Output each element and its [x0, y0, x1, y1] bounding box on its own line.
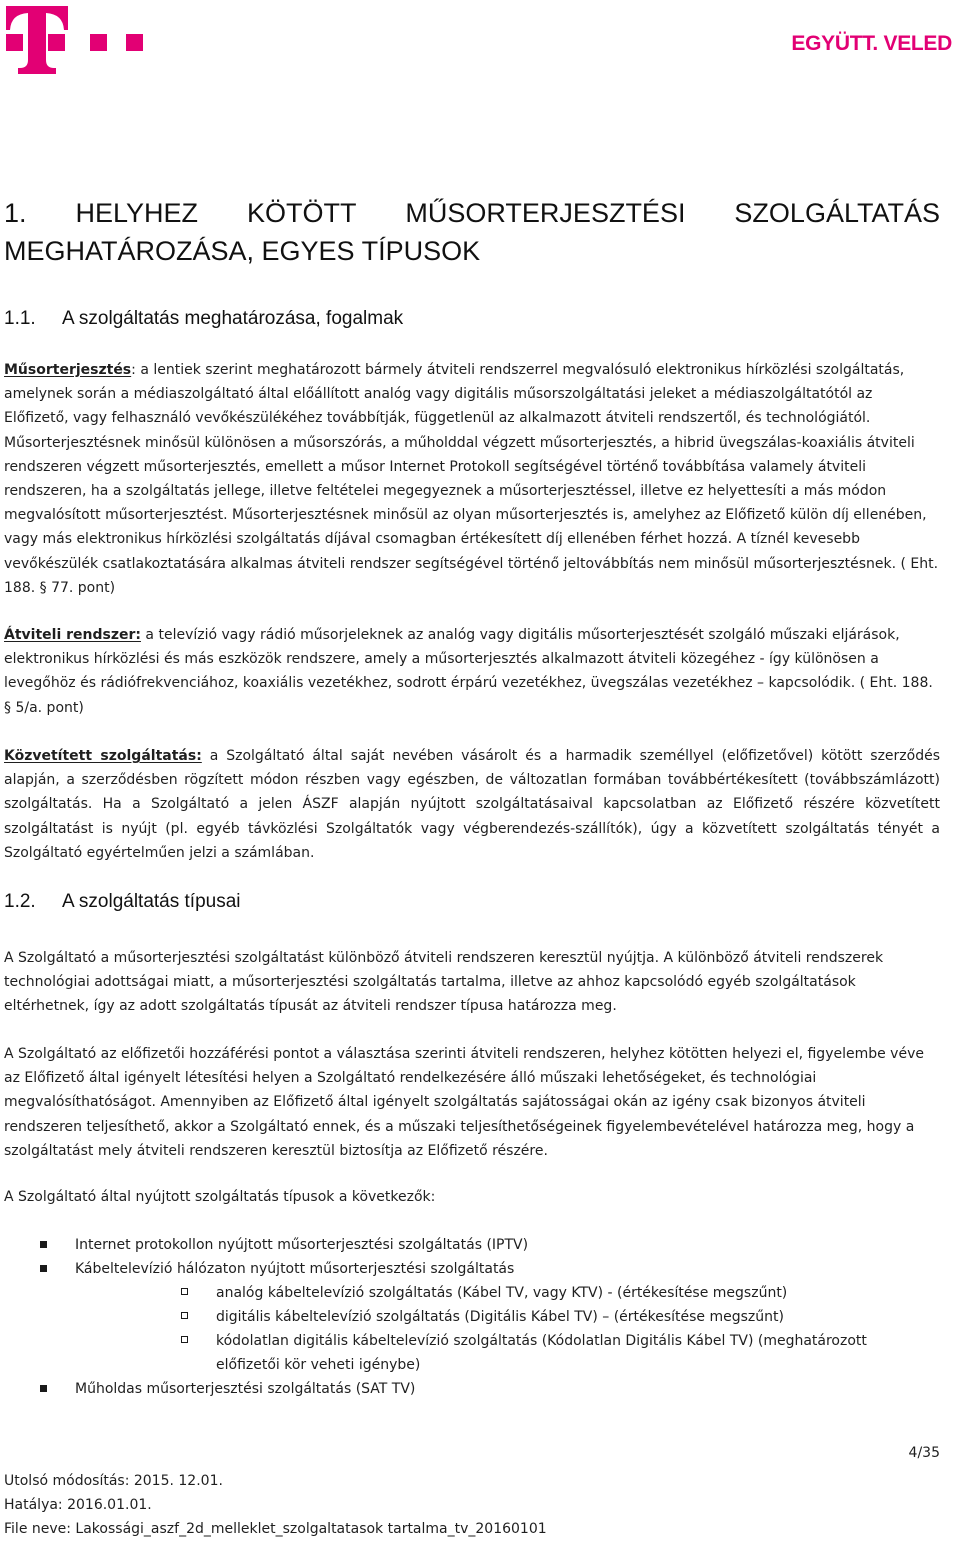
section-number: 1.2. — [4, 891, 36, 912]
paragraph: A Szolgáltató az előfizetői hozzáférési pontot a választása szerinti átviteli rendszeren, helyhez kötötten helyezi el, figyelembe véve az Előfizető által igényelt létesítési helyen a Szolgáltató rendelkezésére álló műszaki lehetőségeket, és technológiai megvalósíthatóságot. Amennyiben az Előfizető által igényelt szolgáltatás sajátosságai okán az igény csak bizonyos átviteli rendszeren teljesíthető, akkor a Szolgáltató ennek, és a műszaki teljesíthetőségeinek figyelembevételével határozza meg, hogy a szolgáltatást mely átviteli rendszeren keresztül biztosítja az Előfizető részére. — [4, 1046, 924, 1159]
definition-text: a televízió vagy rádió műsorjeleknek az analóg vagy digitális műsorterjesztését szolgáló műszaki eljárások, elektronikus hírközlési és más eszközök rendszere, amely a műsorterjesztés alkalmazott átviteli közegéhez - így különösen a levegőhöz és rádiófrekvenciához, koaxiális vezetékhez, sodrott érpárú vezetékhez, üvegszálas vezetékhez – kapcsolódik. ( Eht. 188. § 5/a. pont) — [4, 627, 933, 716]
section-title: A szolgáltatás típusai — [62, 891, 241, 912]
footer-modified: Utolsó módosítás: 2015. 12.01. — [4, 1473, 223, 1489]
list-item: Műholdas műsorterjesztési szolgáltatás (SAT TV) — [0, 1377, 960, 1401]
definition-kozvetitett-szolgaltatas — [4, 744, 940, 865]
page-number: 4/35 — [908, 1445, 940, 1461]
section-title: A szolgáltatás meghatározása, fogalmak — [62, 308, 404, 329]
chapter-title-word: MŰSORTERJESZTÉSI — [405, 198, 686, 228]
section-heading-1-1 — [4, 308, 403, 330]
definition-musorterjesztes — [4, 358, 940, 600]
paragraph: A Szolgáltató a műsorterjesztési szolgáltatást különböző átviteli rendszeren keresztül nyújtja. A különböző átviteli rendszerek technológiai adottságai miatt, a műsorterjesztési szolgáltatás tartalma, illetve az ahhoz kapcsolódó egyéb szolgáltatások eltérhetnek, így az adott szolgáltatás típusát az átviteli rendszer típusa határozza meg. — [4, 950, 884, 1015]
list-item: Kábeltelevízió hálózaton nyújtott műsorterjesztési szolgáltatás — [0, 1257, 960, 1281]
definition-text: : a lentiek szerint meghatározott bármely átviteli rendszerrel megvalósuló elektronikus hírközlési szolgáltatás, amelynek során a médiaszolgáltató által előállított analóg vagy digitális műsorszolgáltatási jeleket a médiaszolgáltatótól az Előfizető, vagy felhasználó vevőkészülékéhez továbbítják, függetlenül az alkalmazott átviteli rendszertől, és technológiától. Műsorterjesztésnek minősül különösen a műsorszórás, a műholddal végzett műsorterjesztés, a hibrid üvegszálas-koaxiális átviteli rendszeren végzett műsorterjesztés, emellett a műsor Internet Protokoll segítségével történő továbbítása valamely átviteli rendszeren, ha a szolgáltatás jellege, illetve feltételei megegyeznek a műsorterjesztéssel, illetve ez helyettesíti a más módon megvalósított műsorterjesztést. Műsorterjesztésnek minősül az olyan műsorterjesztés is, amelyhez az Előfizető külön díj ellenében, vagy más elektronikus hírközlési szolgáltatás díjával csomagban értékesített díj ellenében férhet hozzá. A tíznél kevesebb vevőkészülék csatlakoztatására alkalmas átviteli rendszer segítségével történő jeltovábbítás nem minősül műsorterjesztésnek. ( Eht. 188. § 77. pont) — [4, 362, 939, 596]
chapter-title-line2: MEGHATÁROZÁSA, EGYES TÍPUSOK — [4, 236, 481, 266]
chapter-title-word: HELYHEZ — [75, 198, 199, 228]
section-heading-1-2 — [4, 891, 241, 913]
definition-term: Közvetített szolgáltatás: — [4, 748, 202, 764]
chapter-title — [4, 194, 940, 270]
sub-list-item: kódolatlan digitális kábeltelevízió szolgáltatás (Kódolatlan Digitális Kábel TV) (meghatározott előfizetői kör veheti igénybe) — [0, 1329, 896, 1377]
footer-effective: Hatálya: 2016.01.01. — [4, 1497, 152, 1513]
footer-filename: File neve: Lakossági_aszf_2d_melleklet_szolgaltatasok tartalma_tv_20160101 — [4, 1521, 547, 1537]
chapter-title-word: KÖTÖTT — [246, 198, 357, 228]
list-item: Internet protokollon nyújtott műsorterjesztési szolgáltatás (IPTV) — [0, 1233, 960, 1257]
definition-text: a Szolgáltató által saját nevében vásárolt és a harmadik személlyel (előfizetővel) kötött szerződés alapján, a szerződésben rögzített módon részben vagy egészben, de változatlan formában továbbértékesített (továbbszámlázott) szolgáltatás. Ha a Szolgáltató a jelen ÁSZF alapján nyújtott szolgáltatásaival kapcsolatban az Előfizető részére közvetített szolgáltatást is nyújt (pl. egyéb távközlési Szolgáltatók vagy végberendezés-szállítók), úgy a közvetített szolgáltatás tényét a Szolgáltató egyértelműen jelzi a számlában. — [4, 748, 940, 861]
paragraph: A Szolgáltató által nyújtott szolgáltatás típusok a következők: — [4, 1189, 436, 1205]
chapter-title-number: 1. — [4, 198, 27, 228]
chapter-title-word: SZOLGÁLTATÁS — [734, 198, 940, 228]
section-number: 1.1. — [4, 308, 36, 329]
telekom-logo — [6, 6, 146, 74]
definition-term: Műsorterjesztés — [4, 362, 132, 378]
service-type-list — [0, 1233, 960, 1401]
sub-list-item: digitális kábeltelevízió szolgáltatás (Digitális Kábel TV) – (értékesítése megszűnt) — [0, 1305, 896, 1329]
slogan: EGYÜTT. VELED — [791, 32, 952, 55]
sub-list-item: analóg kábeltelevízió szolgáltatás (Kábel TV, vagy KTV) - (értékesítése megszűnt) — [0, 1281, 896, 1305]
definition-term: Átviteli rendszer: — [4, 627, 141, 643]
definition-atviteli-rendszer — [4, 623, 940, 720]
